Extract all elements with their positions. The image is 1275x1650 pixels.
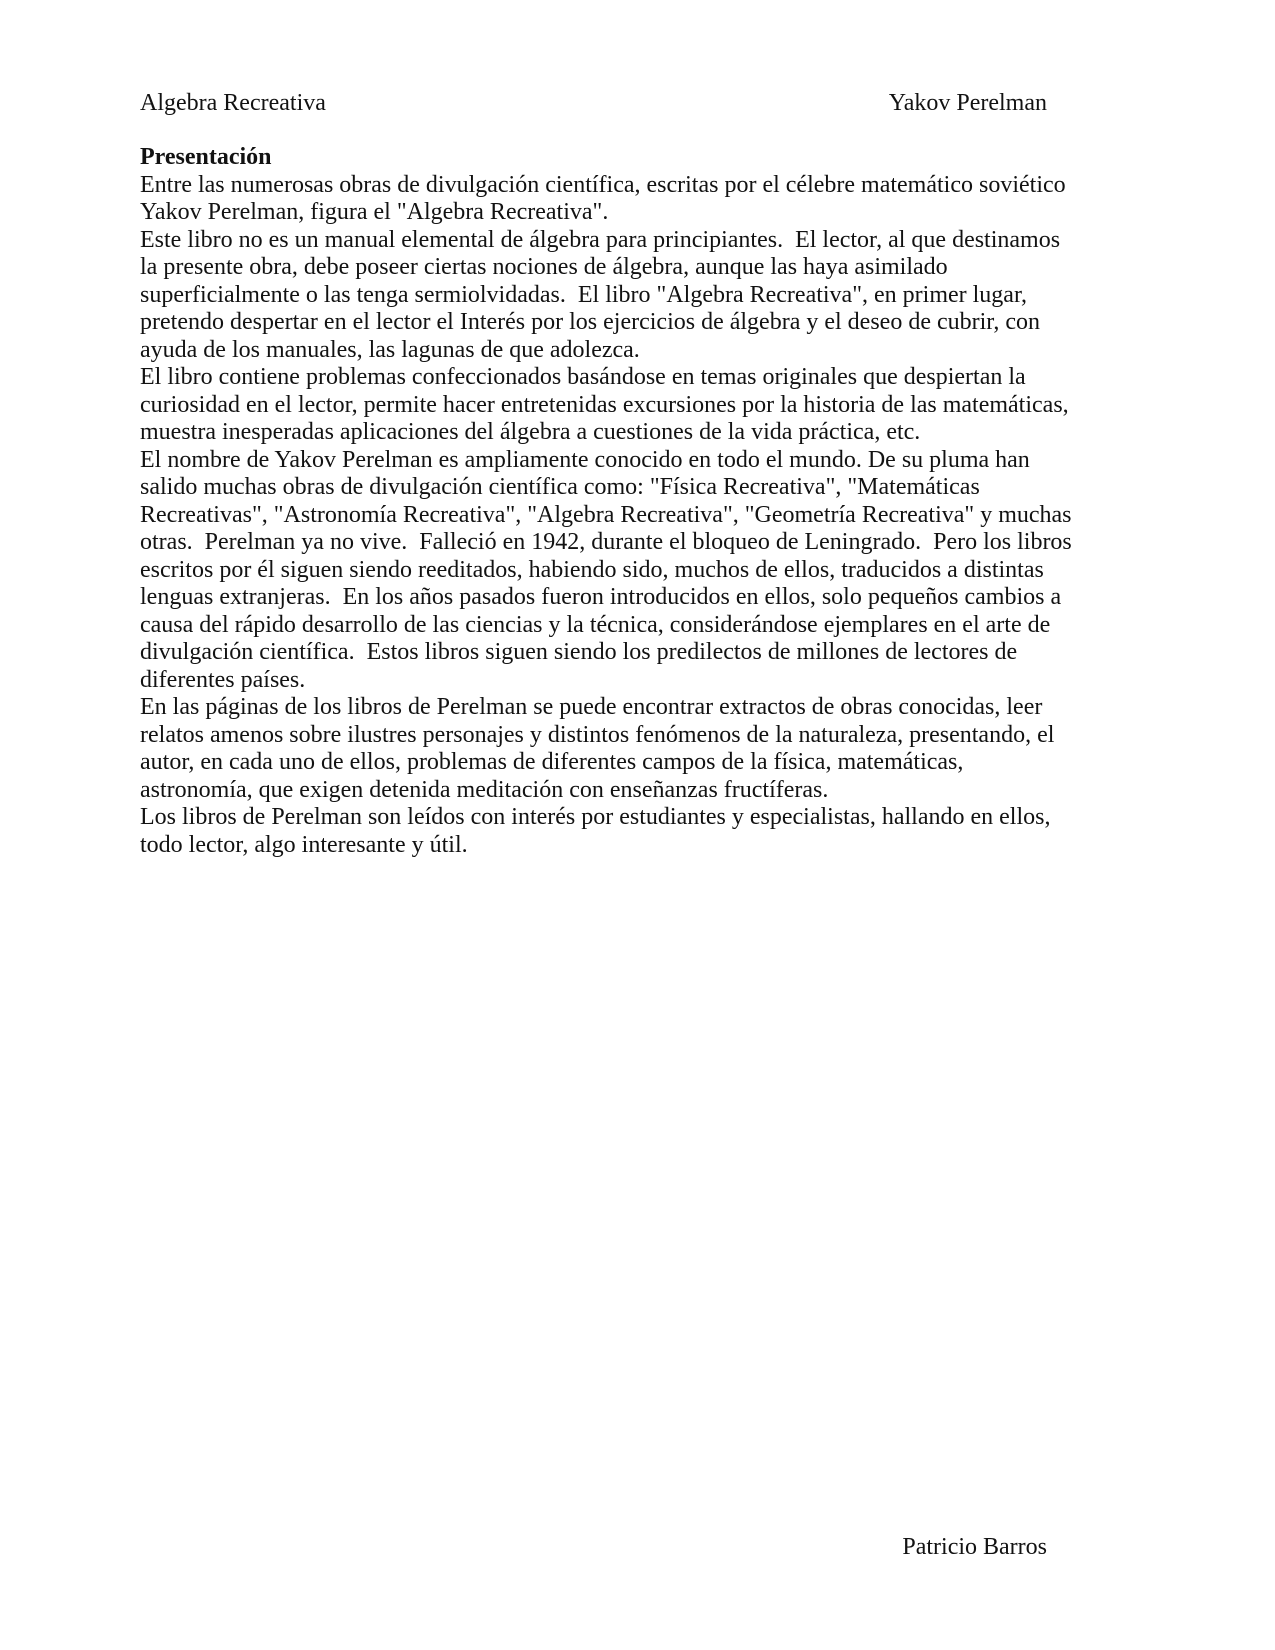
text-line: El nombre de Yakov Perelman es ampliamente conocido en todo el mundo. De su pluma han [140,446,1030,473]
paragraph [140,364,1150,447]
paragraph [140,447,1150,695]
paragraph [140,694,1150,804]
text-line: causa del rápido desarrollo de las ciencias y la técnica, considerándose ejemplares en el arte de [140,611,1051,638]
header-book-title: Algebra Recreativa [140,90,326,116]
text-line: astronomía, que exigen detenida meditación con enseñanzas fructíferas. [140,776,829,803]
text-line: lenguas extranjeras. En los años pasados fueron introducidos en ellos, solo pequeños cambios a [140,584,1062,610]
paragraph [140,172,1150,227]
paragraph [140,804,1150,859]
document-body [140,144,1150,859]
text-line: ayuda de los manuales, las lagunas de que adolezca. [140,336,640,363]
text-line: Entre las numerosas obras de divulgación científica, escritas por el célebre matemático soviético [140,171,1066,198]
text-line: Recreativas", "Astronomía Recreativa", "Algebra Recreativa", "Geometría Recreativa" y muchas [140,501,1072,528]
text-line: En las páginas de los libros de Perelman se puede encontrar extractos de obras conocidas, leer [140,694,1043,720]
paragraph [140,227,1150,365]
section-title: Presentación [140,144,272,170]
header-author-name: Yakov Perelman [888,90,1047,116]
text-line: relatos amenos sobre ilustres personajes y distintos fenómenos de la naturaleza, presentando, el [140,721,1055,748]
text-line: todo lector, algo interesante y útil. [140,831,468,858]
text-line: otras. Perelman ya no vive. Falleció en 1942, durante el bloqueo de Leningrado. Pero los libros [140,529,1072,555]
text-line: pretendo despertar en el lector el Interés por los ejercicios de álgebra y el deseo de cubrir, con [140,309,1040,335]
text-line: escritos por él siguen siendo reeditados, habiendo sido, muchos de ellos, traducidos a distintas [140,556,1044,583]
text-line: divulgación científica. Estos libros siguen siendo los predilectos de millones de lectores de [140,639,1018,665]
page-header [140,90,1047,117]
text-line: superficialmente o las tenga sermiolvidadas. El libro "Algebra Recreativa", en primer lugar, [140,281,1027,308]
text-line: la presente obra, debe poseer ciertas nociones de álgebra, aunque las haya asimilado [140,254,948,280]
text-line: Yakov Perelman, figura el "Algebra Recreativa". [140,199,609,225]
text-line: autor, en cada uno de ellos, problemas de diferentes campos de la física, matemáticas, [140,749,964,775]
text-line: salido muchas obras de divulgación científica como: "Física Recreativa", "Matemáticas [140,474,980,500]
text-line: diferentes países. [140,666,306,693]
text-line: muestra inesperadas aplicaciones del álgebra a cuestiones de la vida práctica, etc. [140,419,921,445]
text-line: Los libros de Perelman son leídos con interés por estudiantes y especialistas, hallando en ellos, [140,804,1051,830]
page-footer-credit: Patricio Barros [902,1534,1047,1560]
paragraphs-container [140,172,1150,860]
text-line: curiosidad en el lector, permite hacer entretenidas excursiones por la historia de las matemáticas, [140,391,1069,418]
text-line: Este libro no es un manual elemental de álgebra para principiantes. El lector, al que destinamos [140,226,1061,253]
text-line: El libro contiene problemas confeccionados basándose en temas originales que despiertan la [140,364,1026,390]
